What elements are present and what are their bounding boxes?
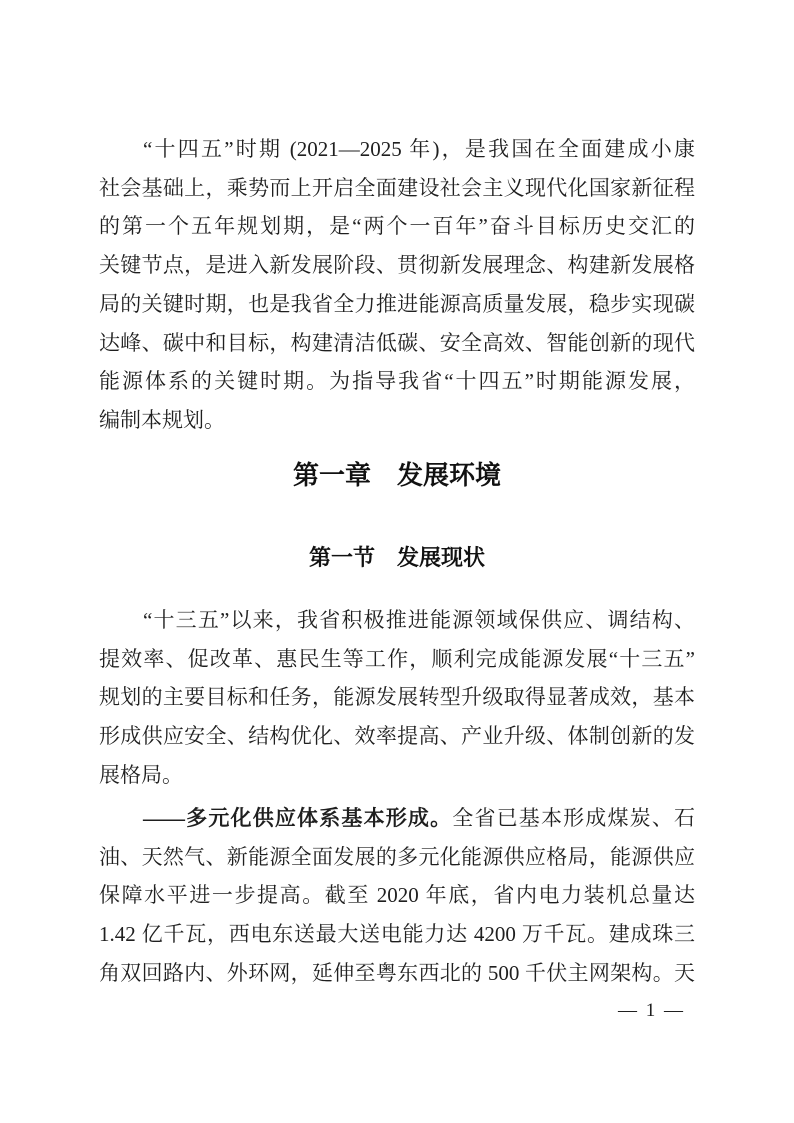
text-line: 关键节点，是进入新发展阶段、贯彻新发展理念、构建新发展格 (99, 253, 695, 278)
text-line: 1.42 亿千瓦，西电东送最大送电能力达 4200 万千瓦。建成珠三 (99, 922, 695, 947)
bold-lead-text: ——多元化供应体系基本形成。 (143, 806, 453, 830)
text-line: 社会基础上，乘势而上开启全面建设社会主义现代化国家新征程 (99, 175, 695, 200)
status-paragraph (99, 601, 695, 795)
text-line: 角双回路内、外环网，延伸至粤东西北的 500 千伏主网架构。天 (99, 960, 695, 985)
text-line: 形成供应安全、结构优化、效率提高、产业升级、体制创新的发 (99, 724, 695, 749)
intro-paragraph (99, 130, 695, 440)
text-line: 能源体系的关键时期。为指导我省“十四五”时期能源发展， (99, 369, 695, 394)
text-line: “十三五”以来，我省积极推进能源领域保供应、调结构、 (143, 608, 695, 632)
page-number: — 1 — (618, 1000, 685, 1021)
text-line: 局的关键时期，也是我省全力推进能源高质量发展，稳步实现碳 (99, 291, 695, 316)
chapter-heading: 第一章 发展环境 (292, 461, 501, 490)
text-line: 油、天然气、新能源全面发展的多元化能源供应格局，能源供应 (99, 844, 695, 869)
text-line: 达峰、碳中和目标，构建清洁低碳、安全高效、智能创新的现代 (99, 330, 695, 355)
text-line: 提效率、促改革、惠民生等工作，顺利完成能源发展“十三五” (99, 646, 695, 671)
supply-paragraph (99, 799, 695, 993)
text-line: 规划的主要目标和任务，能源发展转型升级取得显著成效，基本 (99, 685, 695, 710)
text-line: 编制本规划。 (99, 407, 225, 432)
lead-rest-text: 全省已基本形成煤炭、石 (452, 806, 696, 830)
text-line: 保障水平进一步提高。截至 2020 年底，省内电力装机总量达 (99, 883, 695, 908)
text-line: 展格局。 (99, 762, 183, 787)
text-line: 的第一个五年规划期，是“两个一百年”奋斗目标历史交汇的 (99, 214, 695, 239)
text-line (99, 799, 695, 838)
text-line: “十四五”时期 (2021—2025 年)，是我国在全面建成小康 (143, 137, 695, 161)
section-heading: 第一节 发展现状 (308, 545, 485, 570)
